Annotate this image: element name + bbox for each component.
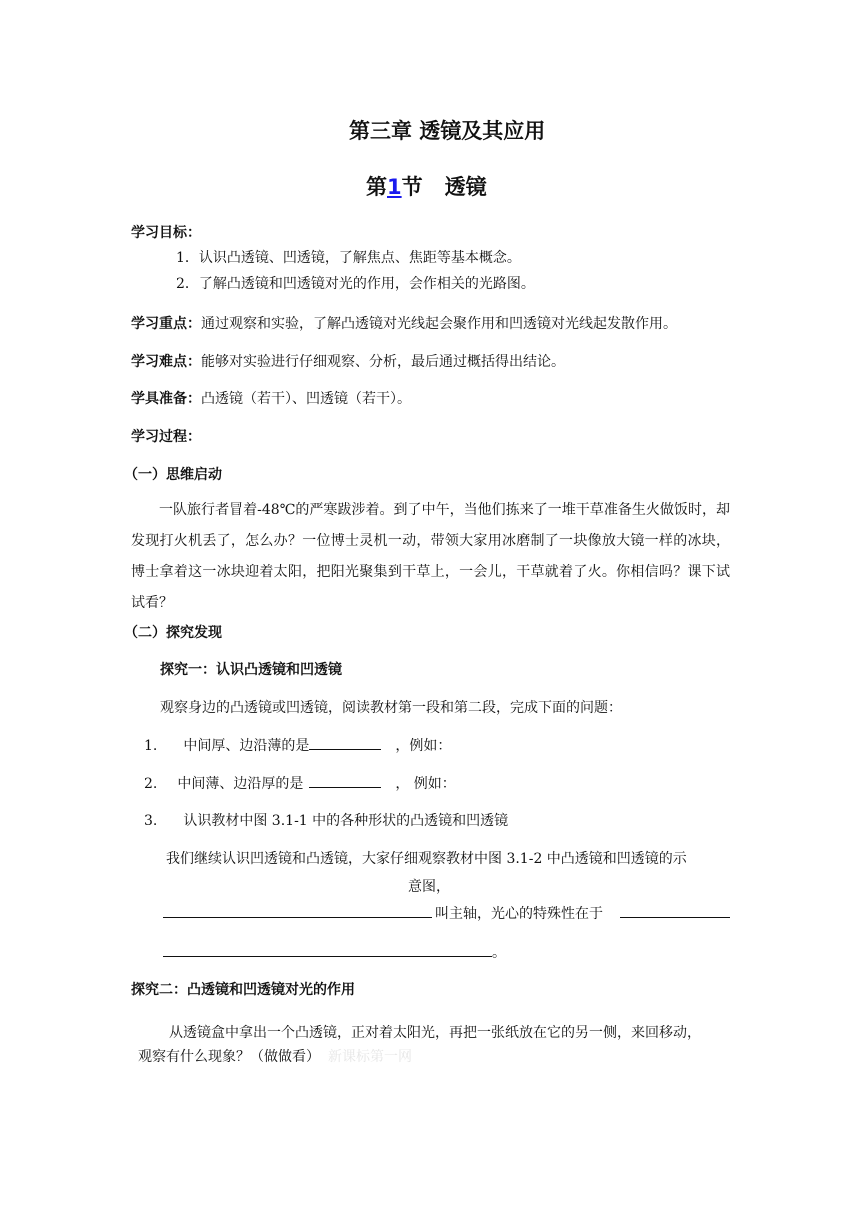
- part2-heading: （二）探究发现: [124, 625, 222, 641]
- question-2-blank[interactable]: [309, 775, 381, 788]
- question-1-text: 中间厚、边沿薄的是: [183, 738, 310, 754]
- key-point: [131, 313, 677, 333]
- key-point-label: 学习重点：: [131, 316, 201, 332]
- question-3-number: 3.: [144, 813, 158, 829]
- section-number-link[interactable]: 1: [387, 175, 402, 199]
- section-title: [366, 171, 487, 201]
- explore1-intro: 观察身边的凸透镜或凹透镜，阅读教材第一段和第二段，完成下面的问题：: [160, 700, 622, 716]
- question-3: [144, 810, 508, 830]
- explore1-paragraph-line1: 我们继续认识凹透镜和凸透镜，大家仔细观察教材中图 3.1-2 中凸透镜和凹透镜的示: [166, 851, 687, 867]
- explore2-paragraph-line2: [138, 1046, 412, 1066]
- fill-blank-continued[interactable]: [163, 956, 492, 957]
- question-2-number: 2.: [144, 776, 158, 792]
- fill-blank-optical-center[interactable]: [620, 917, 730, 918]
- fill-blank-main-axis[interactable]: [163, 917, 432, 918]
- question-1-blank[interactable]: [309, 737, 381, 750]
- question-3-text: 认识教材中图 3.1-1 中的各种形状的凸透镜和凹透镜: [183, 813, 509, 829]
- process-label: 学习过程：: [131, 429, 201, 445]
- section-name: 透镜: [444, 175, 487, 199]
- part1-heading: （一）思维启动: [124, 467, 222, 483]
- explore1-heading: 探究一：认识凸透镜和凹透镜: [160, 662, 342, 678]
- objective-item: 1．认识凸透镜、凹透镜，了解焦点、焦距等基本概念。: [176, 250, 521, 266]
- explore2-heading: 探究二：凸透镜和凹透镜对光的作用: [131, 982, 355, 998]
- question-1-number: 1.: [144, 738, 158, 754]
- explore2-line2-text: 观察有什么现象？（做做看）: [138, 1049, 320, 1065]
- question-2: [144, 773, 456, 793]
- question-2-text: 中间薄、边沿厚的是: [177, 776, 304, 792]
- materials-text: 凸透镜（若干）、凹透镜（若干）。: [201, 391, 411, 407]
- materials: [131, 388, 411, 408]
- section-suffix: 节: [401, 175, 423, 199]
- key-point-text: 通过观察和实验，了解凸透镜对光线起会聚作用和凹透镜对光线起发散作用。: [201, 316, 677, 332]
- part1-paragraph: 一队旅行者冒着-48℃的严寒跋涉着。到了中午，当他们拣来了一堆干草准备生火做饭时，却发现打火机丢了，怎么办？一位博士灵机一动，带领大家用冰磨制了一块像放大镜一样的冰块，博士拿着这一冰块迎着太阳，把阳光聚集到干草上，一会儿，干草就着了火。你相信吗？课下试试看？: [131, 502, 730, 611]
- question-1-tail: ，例如：: [395, 738, 452, 754]
- fill-mid-text: 叫主轴，光心的特殊性在于: [435, 906, 603, 922]
- explore1-paragraph-line2: 意图，: [408, 879, 450, 895]
- faint-watermark-text: 新课标第一网: [328, 1049, 412, 1065]
- objectives-label: 学习目标：: [131, 225, 201, 241]
- question-2-tail: ， 例如：: [395, 776, 456, 792]
- difficulty-label: 学习难点：: [131, 354, 201, 370]
- explore2-paragraph-line1: 从透镜盒中拿出一个凸透镜，正对着太阳光，再把一张纸放在它的另一侧，来回移动，: [169, 1025, 701, 1041]
- question-1: [144, 735, 451, 755]
- chapter-title: 第三章 透镜及其应用: [349, 119, 546, 143]
- difficulty: [131, 351, 565, 371]
- section-prefix: 第: [366, 175, 387, 199]
- objective-item: 2．了解凸透镜和凹透镜对光的作用，会作相关的光路图。: [176, 276, 535, 292]
- fill-end: 。: [492, 945, 506, 961]
- difficulty-text: 能够对实验进行仔细观察、分析，最后通过概括得出结论。: [201, 354, 565, 370]
- materials-label: 学具准备：: [131, 391, 201, 407]
